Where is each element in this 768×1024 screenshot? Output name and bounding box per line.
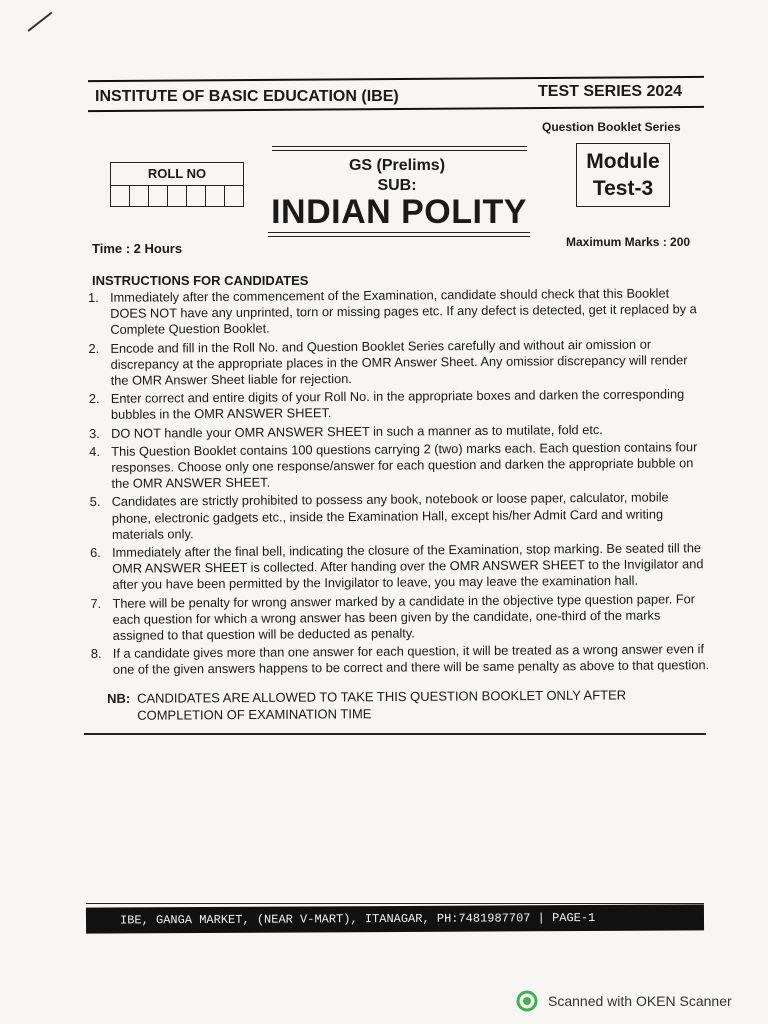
instruction-text: Enter correct and entire digits of your Roll No. in the appropriate boxes and darken the corresponding bubbles in the OMR ANSWER SHEET. [110, 386, 685, 423]
module-box [576, 143, 670, 207]
footer-bar: IBE, GANGA MARKET, (NEAR V-MART), ITANAGAR, PH:7481987707 | PAGE-1 [86, 904, 704, 933]
instruction-number: 3. [89, 425, 100, 441]
instruction-text: Immediately after the commencement of the Examination, candidate should check that this Booklet DOES NOT have any unprinted, torn or missing pages etc. If any defect is detected, get it replaced by a Complete Question Booklet. [109, 285, 697, 338]
instructions-end-rule [84, 733, 706, 735]
module-line2: Test-3 [592, 177, 654, 200]
roll-cell [168, 186, 187, 206]
nb-label: NB: [107, 690, 131, 706]
instruction-item [90, 540, 710, 593]
nb-text: CANDIDATES ARE ALLOWED TO TAKE THIS QUESTION BOOKLET ONLY AFTER COMPLETION OF EXAMINATION TIME [137, 687, 627, 723]
institute-name: INSTITUTE OF BASIC EDUCATION (IBE) [95, 88, 399, 105]
instruction-text: DO NOT handle your OMR ANSWER SHEET in such a manner as to mutilate, fold etc. [111, 421, 603, 441]
oken-scanner-logo-icon [516, 990, 538, 1012]
instruction-item [89, 421, 709, 442]
footer-rule [86, 903, 704, 904]
instruction-number: 2. [88, 340, 100, 356]
instruction-item [88, 336, 708, 389]
exam-name: GS (Prelims) [348, 157, 446, 174]
instruction-number: 6. [90, 544, 101, 561]
header-rule-bottom [88, 106, 704, 112]
roll-cell [111, 186, 130, 206]
instruction-number: 8. [90, 646, 102, 662]
question-booklet-series-label: Question Booklet Series [542, 120, 681, 134]
roll-cell [187, 186, 206, 206]
instruction-text: This Question Booklet contains 100 questions carrying 2 (two) marks each. Each question contains four responses. Choose only one response/answer for each question and darken the appropriate bubble on the OMR ANSWER SHEET. [111, 439, 698, 492]
header-rule-top [88, 76, 704, 82]
instruction-text: If a candidate gives more than one answer for each question, it will be treated as a wrong answer even if one of the given answers happens to be correct and there will be same penalty as above to that question. [112, 641, 710, 678]
instruction-item [91, 641, 711, 678]
scanner-text: Scanned with OKEN Scanner [548, 993, 732, 1009]
scanner-watermark [516, 990, 732, 1012]
subject-label: SUB: [377, 177, 417, 194]
roll-cell [149, 186, 168, 206]
instruction-number: 5. [89, 494, 101, 510]
subject-title: INDIAN POLITY [271, 193, 527, 231]
roll-number-cells [111, 186, 243, 206]
instruction-text: There will be penalty for wrong answer marked by a candidate in the objective type question paper. For each question for which a wrong answer has been given by the candidate, one-third of the marks assigned to that question will be deducted as penalty. [112, 590, 696, 643]
maximum-marks: Maximum Marks : 200 [566, 235, 691, 249]
roll-cell [130, 186, 149, 206]
pen-mark [28, 12, 53, 32]
instruction-number: 2. [88, 391, 100, 407]
instruction-item [90, 490, 710, 543]
roll-cell [206, 186, 225, 206]
time-allowed: Time : 2 Hours [92, 241, 183, 256]
instruction-item [88, 285, 708, 338]
instruction-number: 7. [90, 595, 102, 611]
subject-top-rules [272, 146, 527, 151]
instruction-text: Candidates are strictly prohibited to possess any book, notebook or loose paper, calculator, mobile phone, electronic gadgets etc., inside the Examination Hall, except his/her Admit Card and writing materials only. [111, 489, 669, 542]
roll-cell [225, 186, 243, 206]
subject-bottom-rules [268, 232, 530, 237]
instruction-number: 1. [88, 289, 99, 305]
test-series: TEST SERIES 2024 [538, 83, 683, 100]
module-line1: Module [586, 150, 660, 173]
nb-note [107, 686, 697, 724]
instruction-number: 4. [89, 443, 101, 459]
instructions-list [88, 285, 711, 681]
instruction-text: Immediately after the final bell, indicating the closure of the Examination, stop marking. Be seated till the OMR ANSWER SHEET is collected. After handing over the OMR ANSWER SHEET to the Invigilator and after you have been permitted by the Invigilator to leave, you may leave the examination hall. [112, 540, 704, 593]
instructions-title: INSTRUCTIONS FOR CANDIDATES [92, 273, 309, 288]
roll-number-box [110, 162, 244, 207]
instruction-item [89, 386, 709, 423]
instruction-item [90, 591, 710, 644]
instruction-text: Encode and fill in the Roll No. and Question Booklet Series carefully and without air omission or discrepancy at the appropriate places in the OMR Answer Sheet. Any omissior discrepancy will render the OMR Answer Sheet liable for rejection. [110, 336, 688, 388]
roll-number-label: ROLL NO [111, 163, 243, 186]
instruction-item [89, 439, 709, 492]
